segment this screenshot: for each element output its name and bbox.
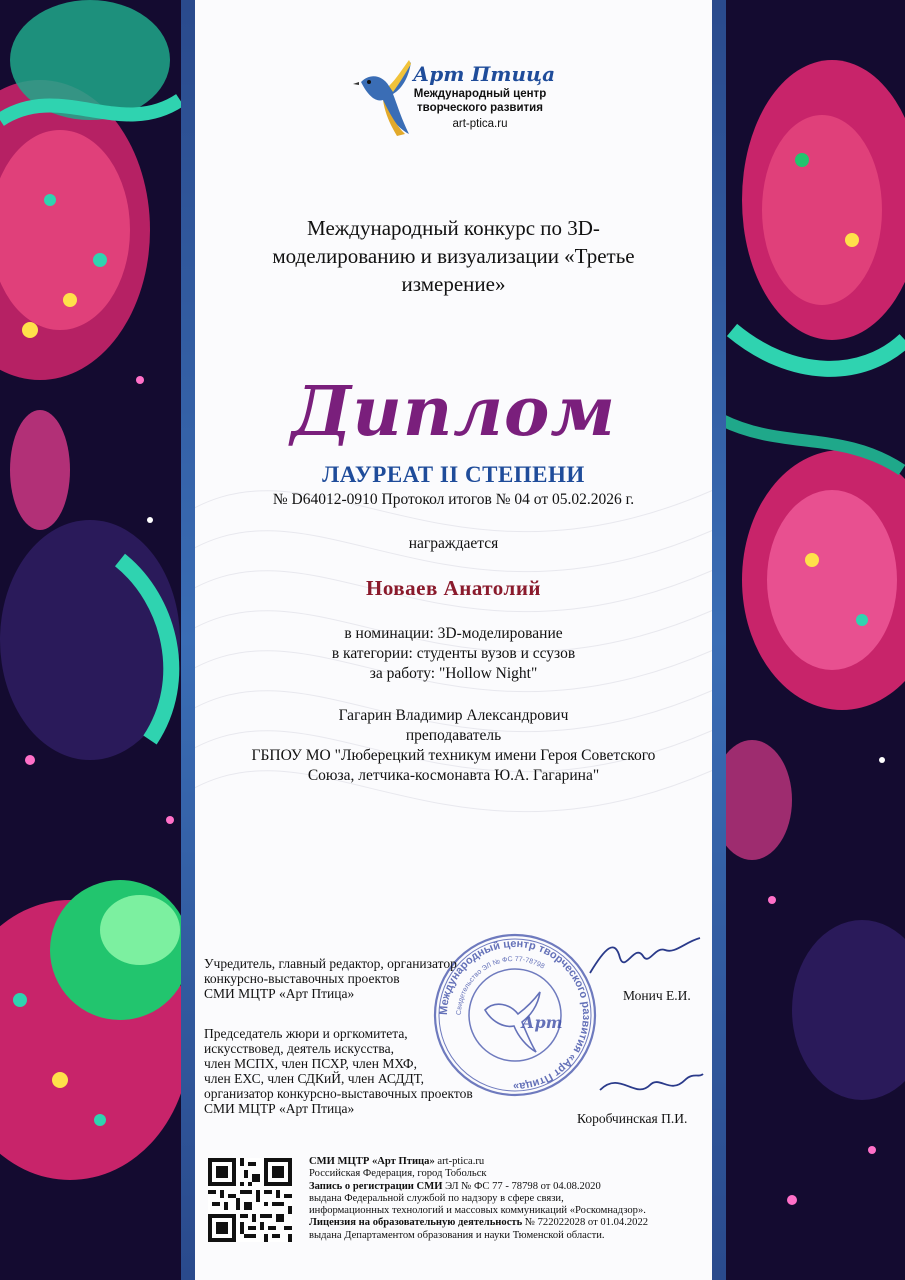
art-ptica-logo (353, 42, 556, 142)
protocol-number: № D64012-0910 Протокол итогов № 04 от 05.02.2026 г. (272, 491, 635, 508)
handwritten-signature-icon (585, 928, 705, 988)
diploma-heading: Диплом (290, 372, 617, 452)
awarded-label: награждается (408, 535, 499, 552)
chairman-line1: Председатель жюри и оргкомитета, (204, 1026, 408, 1041)
category-line: в категории: студенты вузов и ссузов (331, 645, 576, 662)
bird-logo-icon (353, 42, 413, 142)
logo-subtitle-line2: творческого развития (417, 102, 543, 114)
teacher-block (195, 706, 712, 786)
contest-title (195, 214, 712, 298)
right-decorative-panel (712, 0, 905, 1280)
stamp-outer-text: Международный центр творческого развития «Арт Птица» (437, 937, 593, 1093)
left-border-band (181, 0, 195, 1280)
contest-line3: измерение» (401, 272, 506, 296)
footer-line3 (309, 1181, 709, 1193)
founder-name: Монич Е.И. (623, 988, 691, 1003)
diploma-paper (195, 0, 712, 1280)
chairman-signature-block (204, 1026, 473, 1116)
winner-name: Новаев Анатолий (365, 576, 542, 600)
logo-subtitle (405, 87, 555, 115)
footer-line1-bold: СМИ МЦТР «Арт Птица» (309, 1156, 435, 1167)
footer-line7: выдана Департаментом образования и науки Тюменской области. (309, 1229, 605, 1241)
left-decorative-panel (0, 0, 200, 1280)
founder-line1: Учредитель, главный редактор, организатор (204, 956, 457, 971)
founder-line2: конкурсно-выставочных проектов (204, 971, 400, 986)
strawberry-art-left-icon (0, 0, 200, 1280)
logo-title: Арт Птица (413, 62, 556, 86)
degree-label: ЛАУРЕАТ II СТЕПЕНИ (322, 462, 585, 487)
founder-signature-block (204, 956, 457, 1001)
strawberry-art-right-icon (712, 0, 905, 1280)
nomination-block (195, 624, 712, 684)
chairman-name: Коробчинская П.И. (577, 1111, 688, 1126)
stamp-center-text: Арт (521, 1013, 563, 1032)
teacher-org-line2: Союза, летчика-космонавта Ю.А. Гагарина" (307, 767, 600, 784)
footer-line3-bold: Запись о регистрации СМИ (309, 1180, 443, 1192)
footer-line5: информационных технологий и массовых коммуникаций «Роскомнадзор». (309, 1205, 646, 1217)
footer-legal-info (309, 1156, 709, 1242)
footer-line6-rest: № 722022028 от 01.04.2022 (522, 1217, 649, 1229)
chairman-line4: член ЕХС, член СДКиЙ, член АСДДТ, (204, 1071, 424, 1086)
footer-line1-rest: art-ptica.ru (434, 1156, 485, 1167)
footer-line1 (309, 1156, 709, 1168)
nomination-line: в номинации: 3D-моделирование (344, 625, 563, 642)
logo-subtitle-line1: Международный центр (413, 88, 547, 100)
footer-line3-rest: ЭЛ № ФС 77 - 78798 от 04.08.2020 (442, 1180, 601, 1192)
chairman-line6: СМИ МЦТР «Арт Птица» (204, 1101, 355, 1116)
handwritten-signature-icon (595, 1060, 705, 1110)
footer-line2: Российская Федерация, город Тобольск (309, 1168, 487, 1180)
stamp-inner-text: Свидетельство ЭЛ № ФС 77-78798 (455, 955, 546, 1016)
teacher-org-line1: ГБПОУ МО "Люберецкий техникум имени Героя Советского (251, 747, 656, 764)
footer-line6-bold: Лицензия на образовательную деятельность (309, 1217, 523, 1229)
contest-line2: моделированию и визуализации «Третье (272, 244, 635, 268)
work-line: за работу: "Hollow Night" (369, 665, 538, 682)
contest-line1: Международный конкурс по 3D- (307, 216, 600, 240)
footer-line4: выдана Федеральной службой по надзору в сфере связи, (309, 1192, 564, 1204)
qr-code-icon (208, 1158, 292, 1242)
chairman-line2: искусствовед, деятель искусства, (204, 1041, 394, 1056)
teacher-name: Гагарин Владимир Александрович (338, 707, 569, 724)
logo-url: art-ptica.ru (452, 118, 508, 130)
footer-line6 (309, 1217, 709, 1229)
right-border-band (712, 0, 726, 1280)
chairman-line3: член МСПХ, член ПСХР, член МХФ, (204, 1056, 417, 1071)
teacher-position: преподаватель (405, 727, 502, 744)
founder-line3: СМИ МЦТР «Арт Птица» (204, 986, 355, 1001)
chairman-line5: организатор конкурсно-выставочных проектов (204, 1086, 473, 1101)
